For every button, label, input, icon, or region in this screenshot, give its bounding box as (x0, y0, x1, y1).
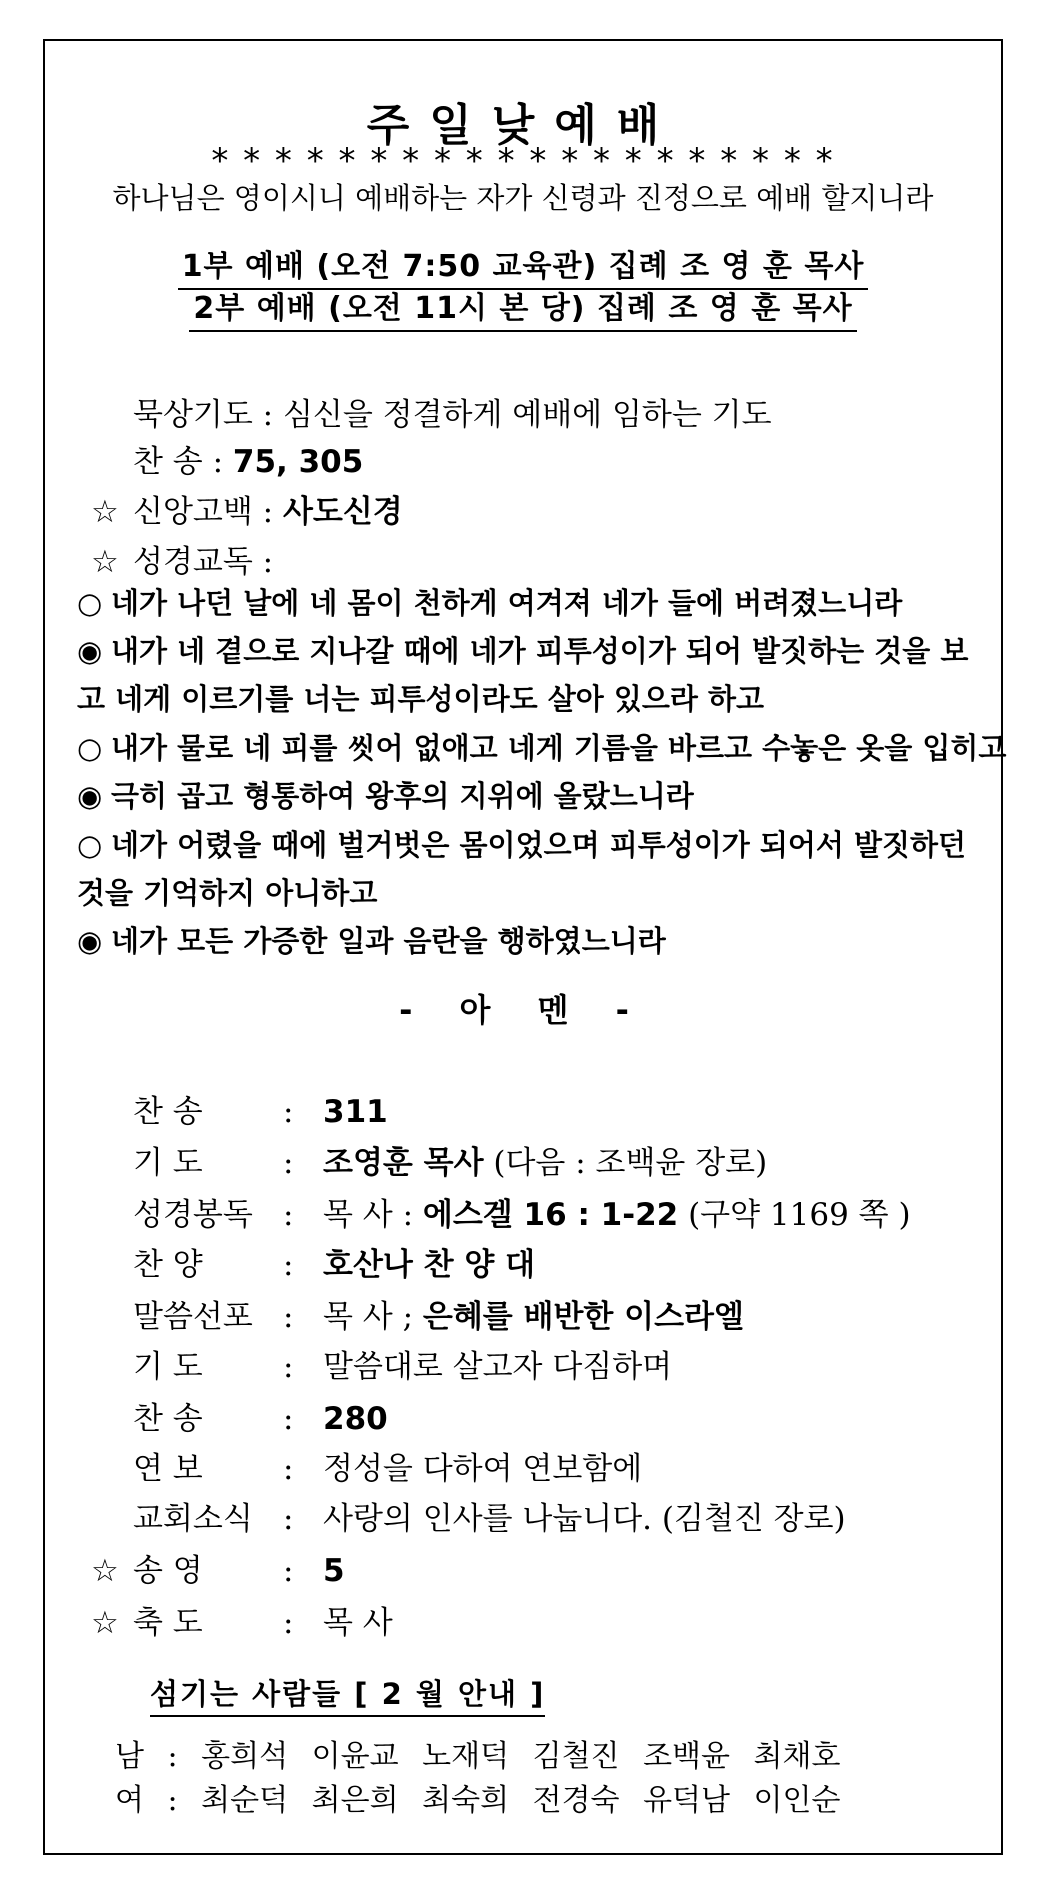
congregation-mark-icon: ◉ (77, 634, 103, 668)
order-label: 기 도 (133, 1349, 203, 1385)
order-prefix: 목 사 : (323, 1197, 423, 1233)
order-value: 280 (323, 1401, 388, 1437)
order-label: 교회소식 (133, 1501, 253, 1537)
order-separator: : (252, 494, 283, 530)
leader-mark-icon: ○ (77, 586, 103, 620)
order-prefix: 목 사 ; (323, 1299, 423, 1335)
order-item (133, 1189, 911, 1234)
order-item (133, 389, 772, 434)
order-item (91, 1545, 345, 1590)
order-label: 말씀선포 (133, 1299, 253, 1335)
order-item (133, 1493, 846, 1538)
order-value: 은혜를 배반한 이스라엘 (422, 1299, 744, 1335)
leader-mark-icon: ○ (77, 828, 103, 862)
order-label: 축 도 (133, 1605, 203, 1641)
reading-text: 네가 모든 가증한 일과 음란을 행하였느니라 (111, 924, 666, 958)
order-colon: : (283, 1401, 294, 1437)
order-item (133, 1137, 767, 1182)
servers-title: 섬기는 사람들 [ 2 월 안내 ] (150, 1672, 545, 1713)
order-value: 75, 305 (232, 444, 364, 480)
order-label: 신앙고백 (133, 494, 253, 530)
order-value: 5 (323, 1553, 345, 1589)
order-label: 찬 양 (133, 1247, 203, 1283)
order-value: 심신을 정결하게 예배에 임하는 기도 (282, 397, 772, 433)
reading-line (77, 581, 902, 622)
order-separator: : (252, 544, 274, 580)
reading-text: 네가 나던 날에 네 몸이 천하게 여겨져 네가 들에 버려졌느니라 (111, 586, 903, 620)
order-value: 호산나 찬 양 대 (323, 1247, 536, 1283)
order-label: 송 영 (133, 1553, 203, 1589)
congregation-mark-icon: ◉ (77, 779, 103, 813)
reading-text: 내가 네 곁으로 지나갈 때에 네가 피투성이가 되어 발짓하는 것을 보 (111, 634, 969, 668)
order-prefix: 사랑의 인사를 나눕니다. (김철진 장로) (323, 1501, 846, 1537)
order-item (91, 536, 274, 581)
reading-text: 내가 물로 네 피를 씻어 없애고 네게 기름을 바르고 수놓은 옷을 입히고 (111, 731, 1007, 765)
amen: - 아 멘 - (399, 991, 647, 1029)
reading-line (77, 823, 966, 864)
order-label: 연 보 (133, 1451, 203, 1487)
order-colon: : (283, 1094, 294, 1130)
order-item (133, 1393, 388, 1438)
order-item (133, 1291, 744, 1336)
order-colon: : (283, 1299, 294, 1335)
order-note: (구약 1169 쪽 ) (678, 1197, 911, 1233)
order-value: 사도신경 (282, 494, 403, 530)
servers-women: 여 : 최순덕 최은희 최숙희 전경숙 유덕남 이인순 (115, 1783, 841, 1818)
reading-line (77, 774, 694, 815)
reading-text: 것을 기억하지 아니하고 (77, 876, 378, 910)
order-colon: : (283, 1605, 294, 1641)
order-label: 묵상기도 (133, 397, 253, 433)
order-label: 찬 송 (133, 1401, 203, 1437)
reading-line (77, 871, 377, 912)
star-mark: ☆ (91, 544, 119, 580)
star-divider: * * * * * * * * * * * * * * * * * * * * (211, 141, 835, 181)
order-colon: : (283, 1145, 294, 1181)
order-item (133, 1341, 672, 1386)
star-mark: ☆ (91, 1605, 119, 1641)
order-item (133, 436, 363, 481)
service-second: 2부 예배 (오전 11시 본 당) 집례 조 영 훈 목사 (45, 283, 1001, 327)
service-first: 1부 예배 (오전 7:50 교육관) 집례 조 영 훈 목사 (45, 241, 1001, 285)
order-separator: : (252, 397, 283, 433)
verse-line: 하나님은 영이시니 예배하는 자가 신령과 진정으로 예배 할지니라 (112, 181, 934, 215)
order-label: 찬 송 (133, 1094, 203, 1130)
order-colon: : (283, 1553, 294, 1589)
order-label: 성경교독 (133, 544, 253, 580)
order-item (91, 1597, 393, 1642)
order-colon: : (283, 1349, 294, 1385)
star-mark: ☆ (91, 494, 119, 530)
reading-line (77, 677, 764, 718)
order-label: 기 도 (133, 1145, 203, 1181)
order-value: 311 (323, 1094, 388, 1130)
order-label: 찬 송 (133, 444, 203, 480)
order-item (91, 486, 403, 531)
order-colon: : (283, 1247, 294, 1283)
star-mark: ☆ (91, 1553, 119, 1589)
order-prefix: 목 사 (323, 1605, 393, 1641)
order-item (133, 1086, 388, 1131)
page-title: 주일낮예배 (366, 100, 680, 151)
order-colon: : (283, 1451, 294, 1487)
order-label: 성경봉독 (133, 1197, 253, 1233)
order-value: 에스겔 16 : 1-22 (422, 1197, 679, 1233)
servers-men: 남 : 홍희석 이윤교 노재덕 김철진 조백윤 최채호 (115, 1739, 841, 1774)
order-prefix: 정성을 다하여 연보함에 (323, 1451, 643, 1487)
congregation-mark-icon: ◉ (77, 924, 103, 958)
order-colon: : (283, 1197, 294, 1233)
leader-mark-icon: ○ (77, 731, 103, 765)
bulletin-frame (43, 39, 1007, 1855)
order-note: (다음 : 조백윤 장로) (483, 1145, 768, 1181)
reading-text: 극히 곱고 형통하여 왕후의 지위에 올랐느니라 (111, 779, 694, 813)
reading-line (77, 726, 1006, 767)
order-separator: : (202, 444, 233, 480)
order-colon: : (283, 1501, 294, 1537)
order-prefix: 말씀대로 살고자 다짐하며 (323, 1349, 673, 1385)
reading-line (77, 919, 666, 960)
reading-text: 네가 어렸을 때에 벌거벗은 몸이었으며 피투성이가 되어서 발짓하던 (111, 828, 967, 862)
order-item (133, 1239, 535, 1284)
order-item (133, 1443, 642, 1488)
order-value: 조영훈 목사 (323, 1145, 484, 1181)
reading-line (77, 629, 968, 670)
reading-text: 고 네게 이르기를 너는 피투성이라도 살아 있으라 하고 (77, 682, 764, 716)
